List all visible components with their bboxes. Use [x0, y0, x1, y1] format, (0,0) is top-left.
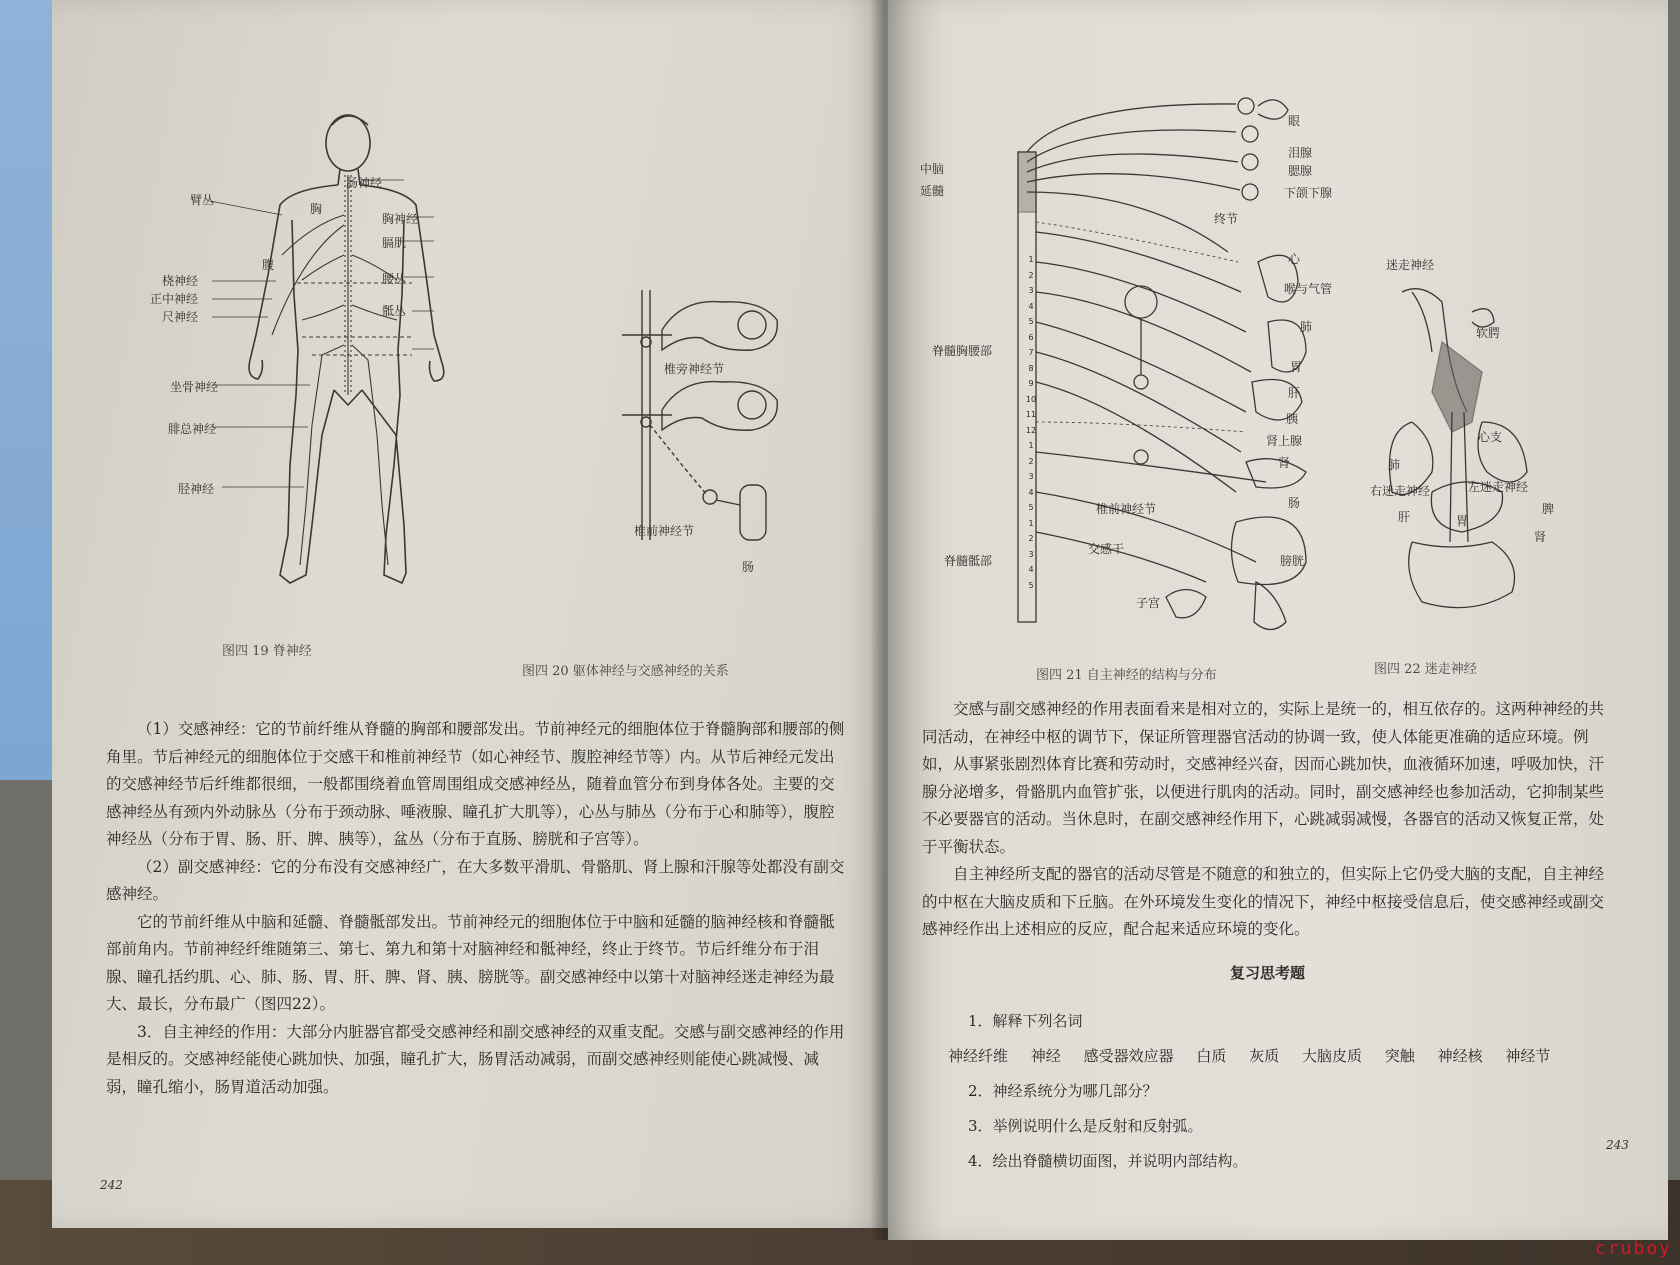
segment-number: 3	[1028, 472, 1034, 481]
left-body-text	[106, 716, 848, 1101]
page-number-left: 242	[100, 1178, 123, 1192]
label-pancreas-21: 胰	[1286, 412, 1299, 426]
label-chest: 胸	[310, 202, 323, 216]
label-intestine-21: 肠	[1288, 496, 1301, 510]
label-radial-nerve: 桡神经	[162, 274, 199, 288]
paragraph-autonomic-function: 3．自主神经的作用：大部分内脏器官都受交感神经和副交感神经的双重支配。交感与副交感神经的作用是相反的。交感神经能使心跳加快、加强，瞳孔扩大，肠胃活动减弱，而副交感神经则能使心跳减慢、减弱，瞳孔缩小，肠胃道活动加强。	[106, 1022, 845, 1096]
segment-number: 3	[1028, 549, 1034, 559]
paragraph-antagonism: 交感与副交感神经的作用表面看来是相对立的，实际上是统一的，相互依存的。这两种神经的共同活动，在神经中枢的调节下，保证所管理器官活动的协调一致，使人体能更准确的适应环境。例如，从事紧张剧烈体育比赛和劳动时，交感神经兴奋，因而心跳加快，血液循环加速，呼吸加快，汗腺分泌增多，骨骼肌内血管扩张，以便进行肌肉的活动。同时，副交感神经也参加活动，它抑制某些不必要器官的活动。当休息时，在副交感神经作用下，心跳减弱减慢，各器官的活动又恢复正常，处于平衡状态。	[922, 700, 1605, 856]
segment-number: 7	[1028, 348, 1034, 357]
term: 白质	[1196, 1047, 1227, 1065]
label-heart: 心	[1288, 252, 1301, 266]
segment-number: 4	[1028, 487, 1034, 497]
label-thoracolumbar-cord: 脊髓胸腰部	[932, 344, 993, 358]
segment-number: 4	[1028, 301, 1034, 311]
label-lung-22: 肺	[1388, 458, 1401, 472]
segment-number: 6	[1028, 332, 1034, 342]
label-vagus: 迷走神经	[1386, 258, 1435, 272]
label-parotid: 腮腺	[1288, 164, 1313, 178]
label-diaphragm: 膈肌	[382, 236, 407, 250]
segment-number: 1	[1028, 441, 1034, 450]
label-sacral-cord: 脊髓骶部	[944, 554, 993, 568]
label-spleen: 脾	[1542, 502, 1555, 516]
term: 感受器效应器	[1083, 1047, 1174, 1065]
autonomic-structure-figure	[1006, 92, 1396, 632]
paragraph-central-control: 自主神经所支配的器官的活动尽管是不随意的和独立的，但实际上它仍受大脑的支配，自主神经的中枢在大脑皮质和下丘脑。在外环境发生变化的情况下，神经中枢接受信息后，使交感神经或副交感神经作出上述相应的反应，配合起来适应环境的变化。	[922, 865, 1605, 938]
spinal-nerves-figure	[172, 105, 492, 615]
label-terminal-ganglion: 终节	[1214, 212, 1239, 226]
term: 灰质	[1249, 1047, 1280, 1065]
terms-list	[948, 1039, 1638, 1074]
label-larynx: 喉与气管	[1284, 282, 1333, 296]
label-eye: 眼	[1288, 114, 1301, 128]
segment-number: 8	[1028, 363, 1034, 373]
segment-number: 3	[1028, 286, 1034, 295]
left-page	[52, 0, 890, 1228]
paragraph-parasympathetic: （2）副交感神经：它的分布没有交感神经广，在大多数平滑肌、骨骼肌、肾上腺和汗腺等处都没有副交感神经。	[106, 857, 845, 903]
label-median-nerve: 正中神经	[150, 292, 199, 306]
segment-number: 1	[1028, 518, 1034, 528]
label-paravertebral-ganglion: 椎旁神经节	[664, 362, 725, 376]
label-sympathetic-trunk: 交感干	[1088, 542, 1125, 556]
figure-19-caption: 图四 19 脊神经	[222, 644, 312, 659]
label-sciatic-nerve: 坐骨神经	[170, 380, 219, 394]
label-bladder: 膀胱	[1280, 554, 1305, 568]
label-kidney-21: 肾	[1278, 456, 1291, 470]
term: 神经	[1030, 1047, 1061, 1065]
question-2: 2．神经系统分为哪几部分？	[968, 1082, 1158, 1100]
segment-number: 5	[1028, 317, 1034, 326]
label-left-vagus: 左迷走神经	[1468, 480, 1529, 494]
label-uterus: 子宫	[1136, 596, 1161, 610]
figure-20-caption: 图四 20 躯体神经与交感神经的关系	[522, 664, 729, 679]
figure-22-caption: 图四 22 迷走神经	[1374, 662, 1477, 677]
label-brachial-plexus: 臂丛	[190, 193, 215, 207]
label-abdomen: 腹	[262, 258, 275, 272]
paragraph-preganglionic: 它的节前纤维从中脑和延髓、脊髓骶部发出。节前神经元的细胞体位于中脑和延髓的脑神经核和脊髓骶部前角内。节前神经纤维随第三、第七、第九和第十对脑神经和骶神经，终止于终节。节后纤维分布于泪腺、瞳孔括约肌、心、肺、肠、胃、肝、脾、肾、胰、膀胱等。副交感神经中以第十对脑神经迷走神经为最大、最长，分布最广（图四22）。	[106, 912, 835, 1013]
label-tibial-nerve: 胫神经	[178, 482, 215, 496]
label-peroneal-nerve: 腓总神经	[168, 422, 217, 436]
term: 大脑皮质	[1301, 1047, 1362, 1065]
segment-number: 9	[1028, 379, 1034, 388]
segment-number: 4	[1028, 565, 1034, 574]
question-4: 4．绘出脊髓横切面图，并说明内部结构。	[968, 1152, 1248, 1170]
vagus-nerve-figure	[1372, 272, 1562, 622]
label-thoracic-nerve: 胸神经	[382, 212, 419, 226]
label-sacral-plexus: 骶丛	[382, 304, 407, 318]
watermark-text: cruboy	[1594, 1238, 1672, 1259]
right-page	[888, 0, 1668, 1240]
page-number-right: 243	[1606, 1138, 1629, 1152]
segment-numbers	[1024, 252, 1038, 593]
segment-number: 11	[1025, 410, 1037, 419]
label-kidney-22: 肾	[1534, 530, 1547, 544]
label-right-vagus: 右迷走神经	[1370, 484, 1431, 498]
label-medulla: 延髓	[920, 184, 945, 198]
segment-number: 5	[1028, 503, 1034, 512]
somatic-sympathetic-figure	[612, 290, 812, 550]
label-cardiac-branch: 心支	[1478, 430, 1503, 444]
label-liver-21: 肝	[1288, 386, 1301, 400]
review-questions	[948, 1004, 1638, 1179]
label-submandibular: 下颌下腺	[1284, 186, 1333, 200]
term: 神经核	[1437, 1047, 1483, 1065]
segment-number: 5	[1028, 580, 1034, 590]
label-lung-21: 肺	[1300, 320, 1313, 334]
term: 突触	[1384, 1047, 1415, 1065]
label-adrenal: 肾上腺	[1266, 434, 1303, 448]
label-stomach-21: 胃	[1290, 360, 1303, 374]
label-prevertebral-ganglion: 椎前神经节	[634, 524, 695, 538]
segment-number: 1	[1028, 255, 1034, 264]
label-stomach-22: 胃	[1456, 514, 1469, 528]
label-liver-22: 肝	[1398, 510, 1411, 524]
label-ulnar-nerve: 尺神经	[162, 310, 199, 324]
term: 神经纤维	[948, 1047, 1009, 1065]
segment-number: 12	[1025, 425, 1037, 435]
right-body-text	[922, 696, 1612, 944]
segment-number: 2	[1028, 456, 1034, 466]
label-midbrain: 中脑	[920, 162, 945, 176]
term: 神经节	[1505, 1047, 1551, 1065]
figure-21-caption: 图四 21 自主神经的结构与分布	[1036, 668, 1217, 683]
segment-number: 2	[1028, 534, 1034, 543]
question-3: 3．举例说明什么是反射和反射弧。	[968, 1117, 1203, 1135]
paragraph-sympathetic: （1）交感神经：它的节前纤维从脊髓的胸部和腰部发出。节前神经元的细胞体位于脊髓胸部和腰部的侧角里。节后神经元的细胞体位于交感干和椎前神经节（如心神经节、腹腔神经节等）内。从节后神经元发出的交感神经节后纤维都很细，一般都围绕着血管周围组成交感神经丛，随着血管分布到身体各处。主要的交感神经丛有颈内外动脉丛（分布于颈动脉、唾液腺、瞳孔扩大肌等），心丛与肺丛（分布于心和肺等），腹腔神经丛（分布于胃、肠、肝、脾、胰等），盆丛（分布于直肠、膀胱和子宫等）。	[106, 720, 845, 848]
label-lumbar-plexus: 腰丛	[382, 272, 407, 286]
label-lacrimal: 泪腺	[1288, 146, 1313, 160]
segment-number: 10	[1025, 394, 1037, 404]
label-intestine: 肠	[742, 560, 755, 574]
question-1: 1．解释下列名词	[968, 1012, 1083, 1030]
label-prevertebral-ganglion-21: 椎前神经节	[1096, 502, 1157, 516]
label-soft-palate: 软腭	[1476, 326, 1501, 340]
label-intercostal: 肠神经	[346, 176, 383, 190]
segment-number: 2	[1028, 270, 1034, 280]
review-questions-title: 复习思考题	[1230, 964, 1306, 982]
